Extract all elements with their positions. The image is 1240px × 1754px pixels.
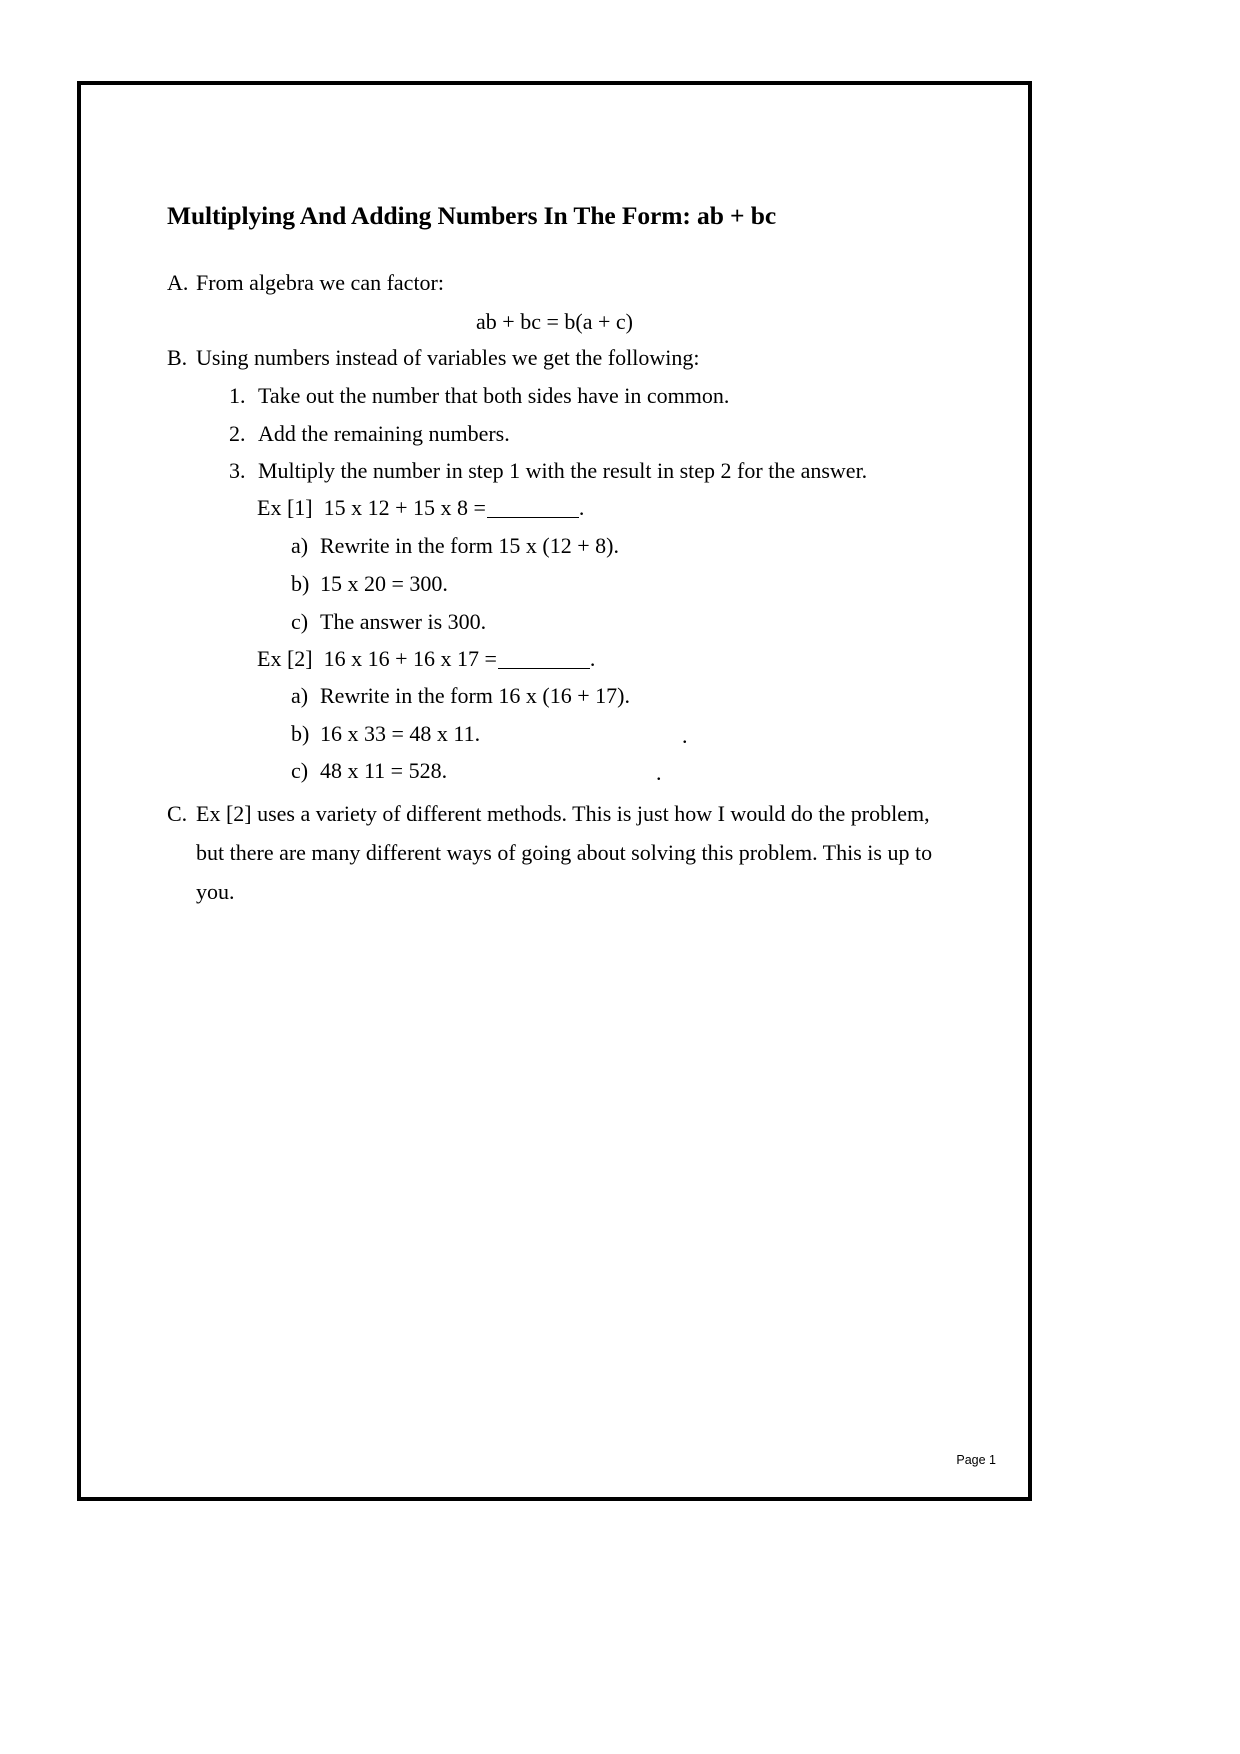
step-3-text: Multiply the number in step 1 with the result in step 2 for the answer.	[258, 458, 868, 483]
section-b-text: Using numbers instead of variables we get the following:	[196, 345, 700, 370]
step-item-2	[229, 423, 510, 445]
algebra-formula: ab + bc = b(a + c)	[476, 309, 633, 334]
example-2-step-b	[291, 723, 480, 745]
step-1-marker: 1.	[229, 383, 246, 408]
section-a-marker: A.	[167, 270, 189, 295]
example-2-problem	[257, 648, 595, 670]
example-2-step-a	[291, 685, 630, 707]
step-item-3	[229, 460, 867, 482]
section-c-line-2: but there are many different ways of going about solving this problem. This is up to	[196, 840, 933, 865]
example-2-period: .	[589, 646, 596, 671]
example-2-step-a-text: Rewrite in the form 16 x (16 + 17).	[320, 683, 630, 708]
example-2-step-b-text: 16 x 33 = 48 x 11.	[320, 721, 481, 746]
section-b-item	[167, 347, 699, 369]
example-1-label: Ex [1]	[257, 495, 313, 520]
example-1-step-a-marker: a)	[291, 533, 309, 558]
example-1-step-a	[291, 535, 619, 557]
example-2-label: Ex [2]	[257, 646, 313, 671]
step-2-text: Add the remaining numbers.	[258, 421, 510, 446]
section-c-line-3: you.	[196, 879, 235, 904]
example-1-step-b	[291, 573, 448, 595]
example-2-step-b-stray-dot: .	[682, 723, 688, 748]
section-c-paragraph	[167, 794, 967, 911]
section-c-marker: C.	[167, 801, 188, 826]
example-2-step-c-text: 48 x 11 = 528.	[320, 758, 448, 783]
example-1-step-b-marker: b)	[291, 571, 310, 596]
section-a-text: From algebra we can factor:	[196, 270, 444, 295]
example-1-answer-blank[interactable]	[487, 517, 579, 518]
example-2-step-c	[291, 760, 447, 782]
section-a-item	[167, 272, 444, 294]
example-1-step-b-text: 15 x 20 = 300.	[320, 571, 448, 596]
example-2-expression: 16 x 16 + 16 x 17 =	[323, 646, 497, 671]
page-frame	[77, 81, 1032, 1501]
example-2-step-b-marker: b)	[291, 721, 310, 746]
example-1-expression: 15 x 12 + 15 x 8 =	[323, 495, 486, 520]
example-2-step-c-stray-dot: .	[656, 760, 662, 785]
page-title: Multiplying And Adding Numbers In The Form: ab + bc	[167, 201, 777, 230]
example-1-step-c	[291, 611, 486, 633]
step-item-1	[229, 385, 729, 407]
example-2-step-a-marker: a)	[291, 683, 309, 708]
section-b-marker: B.	[167, 345, 188, 370]
example-1-step-c-marker: c)	[291, 609, 309, 634]
example-1-period: .	[578, 495, 585, 520]
page-content	[81, 85, 1028, 1497]
step-1-text: Take out the number that both sides have in common.	[258, 383, 730, 408]
section-c-line-1: Ex [2] uses a variety of different methods. This is just how I would do the problem,	[196, 801, 930, 826]
example-1-step-a-text: Rewrite in the form 15 x (12 + 8).	[320, 533, 619, 558]
step-3-marker: 3.	[229, 458, 246, 483]
example-1-step-c-text: The answer is 300.	[320, 609, 487, 634]
example-2-step-c-marker: c)	[291, 758, 309, 783]
step-2-marker: 2.	[229, 421, 246, 446]
example-1-problem	[257, 497, 584, 519]
page-number-footer: Page 1	[956, 1453, 996, 1467]
example-2-answer-blank[interactable]	[498, 668, 590, 669]
